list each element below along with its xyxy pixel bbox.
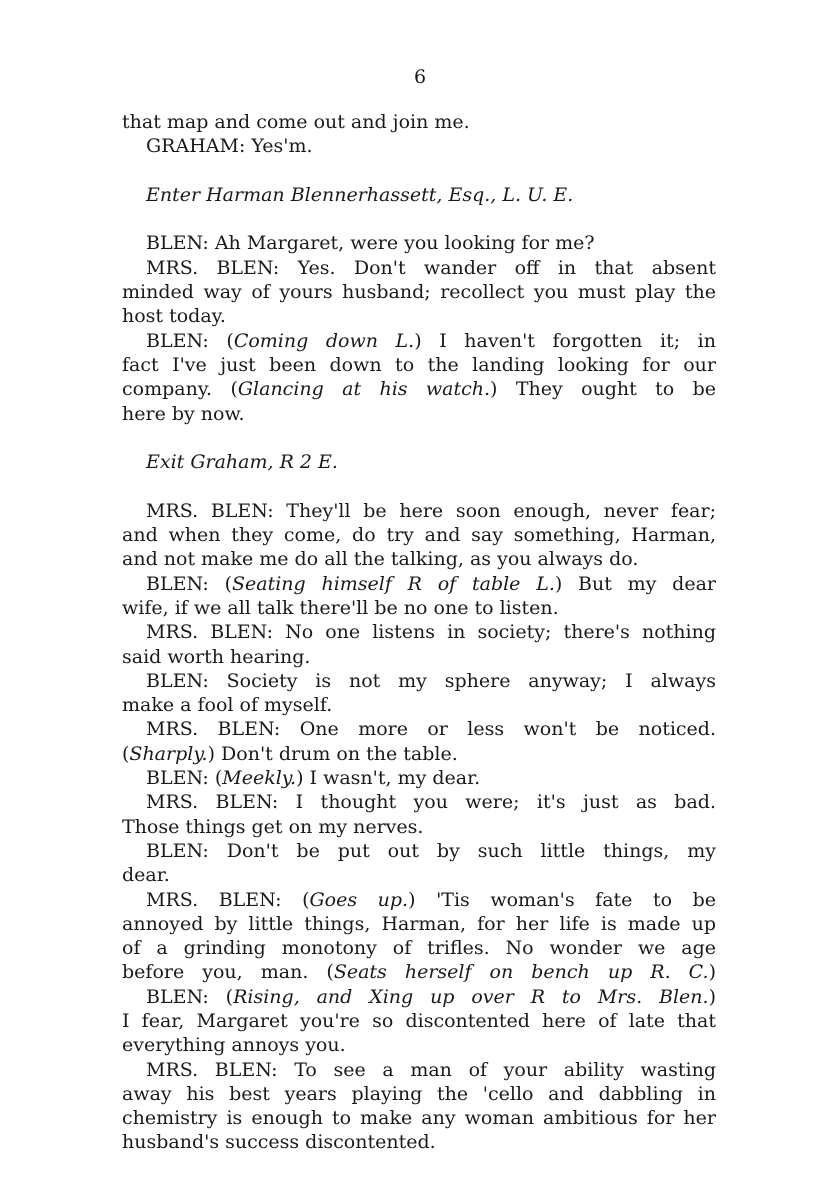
text-line: dear.: [122, 864, 170, 887]
text-line: wife, if we all talk there'll be no one to listen.: [122, 596, 559, 619]
text-line: here by now.: [122, 402, 245, 425]
dialogue-line: MRS. BLEN: (Goes up.) 'Tis woman's fate to be: [146, 888, 716, 911]
text-line: and when they come, do try and say something, Harman,: [122, 524, 716, 547]
dialogue-line: BLEN: (Rising, and Xing up over R to Mrs. Blen.): [146, 985, 716, 1008]
dialogue-line: BLEN: (Seating himself R of table L.) But my dear: [146, 572, 716, 595]
dialogue-line: MRS. BLEN: No one listens in society; there's nothing: [146, 621, 716, 644]
dialogue-line: MRS. BLEN: One more or less won't be noticed.: [146, 718, 716, 741]
text-line: (Sharply.) Don't drum on the table.: [122, 742, 458, 765]
dialogue-line: MRS. BLEN: Yes. Don't wander off in that absent: [146, 256, 716, 279]
spacer: [122, 207, 716, 231]
text-line: that map and come out and join me.: [122, 111, 470, 133]
text-line: said worth hearing.: [122, 645, 311, 668]
text-line: host today.: [122, 305, 226, 328]
text-line: everything annoys you.: [122, 1034, 346, 1057]
dialogue-line: BLEN: (Coming down L.) I haven't forgotten it; in: [146, 329, 716, 352]
text-line: minded way of yours husband; recollect you must play the: [122, 281, 716, 304]
spacer: [122, 426, 716, 450]
dialogue-line: MRS. BLEN: To see a man of your ability wasting: [146, 1058, 716, 1081]
text-line: chemistry is enough to make any woman ambitious for her: [122, 1107, 716, 1130]
text-line: and not make me do all the talking, as you always do.: [122, 548, 639, 571]
text-line: of a grinding monotony of trifles. No wonder we age: [122, 937, 716, 960]
play-text: [122, 110, 716, 1155]
dialogue-line: BLEN: Ah Margaret, were you looking for me?: [146, 232, 595, 255]
text-line: I fear, Margaret you're so discontented here of late that: [122, 1009, 716, 1032]
spacer: [122, 159, 716, 183]
dialogue-line: BLEN: (Meekly.) I wasn't, my dear.: [146, 767, 481, 790]
dialogue-line: BLEN: Society is not my sphere anyway; I always: [146, 669, 716, 692]
text-line: make a fool of myself.: [122, 694, 333, 717]
page-number: 6: [413, 66, 427, 88]
stage-direction: Enter Harman Blennerhassett, Esq., L. U. E.: [146, 183, 574, 206]
stage-direction: Exit Graham, R 2 E.: [146, 451, 338, 474]
text-line: before you, man. (Seats herself on bench up R. C.): [122, 961, 716, 984]
text-line: annoyed by little things, Harman, for her life is made up: [122, 912, 716, 935]
text-line: husband's success discontented.: [122, 1131, 436, 1154]
text-line: fact I've just been down to the landing looking for our: [122, 353, 716, 376]
text-line: away his best years playing the 'cello and dabbling in: [122, 1082, 716, 1105]
text-line: Those things get on my nerves.: [122, 815, 424, 838]
dialogue-line: MRS. BLEN: I thought you were; it's just as bad.: [146, 791, 716, 814]
dialogue-line: BLEN: Don't be put out by such little things, my: [146, 839, 716, 862]
dialogue-line: MRS. BLEN: They'll be here soon enough, never fear;: [146, 499, 716, 522]
dialogue-line: GRAHAM: Yes'm.: [146, 135, 313, 158]
spacer: [122, 474, 716, 498]
text-line: company. (Glancing at his watch.) They ought to be: [122, 378, 716, 401]
